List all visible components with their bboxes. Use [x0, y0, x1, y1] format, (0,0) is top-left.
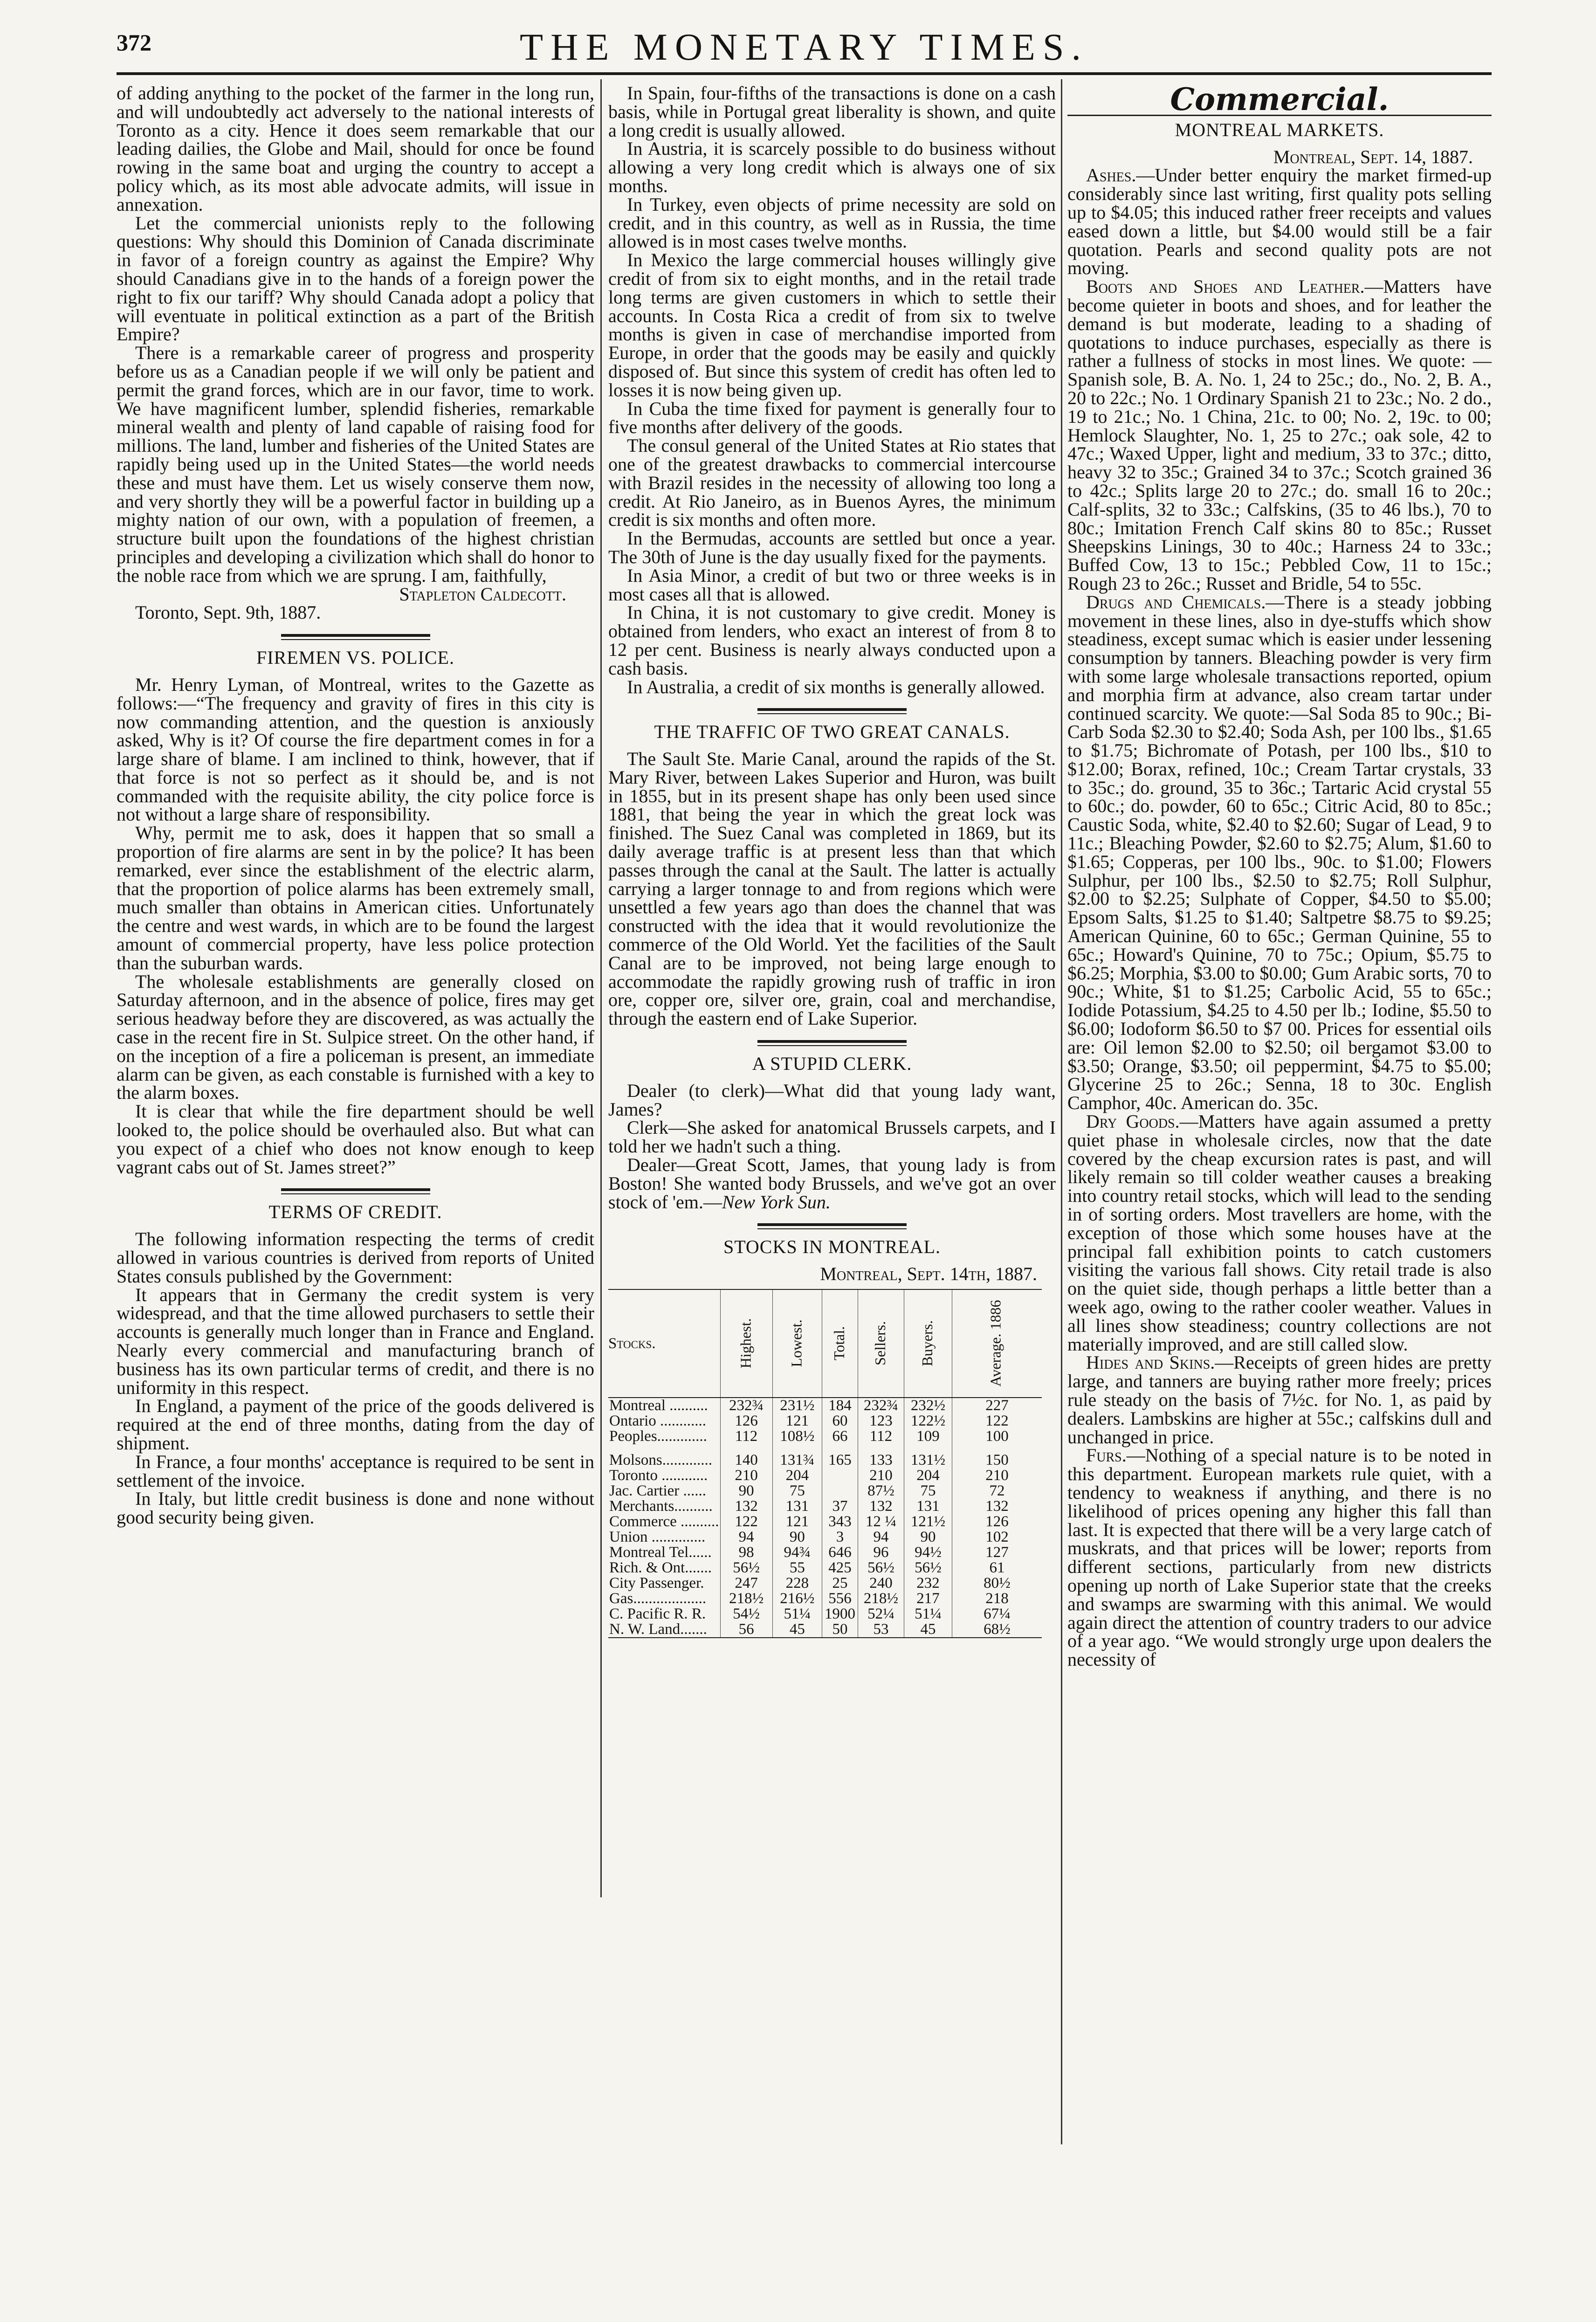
stock-value-cell: 80½ — [952, 1576, 1042, 1591]
column-2 — [608, 84, 1056, 1638]
stock-value-cell — [822, 1483, 858, 1499]
firemen-heading: FIREMEN VS. POLICE. — [256, 647, 454, 668]
stock-value-cell: 247 — [720, 1576, 772, 1591]
section-divider — [757, 1223, 907, 1229]
stocks-heading: STOCKS IN MONTREAL. — [723, 1236, 941, 1258]
stock-value-cell: 218½ — [720, 1591, 772, 1606]
market-sections — [1067, 166, 1492, 1669]
stock-value-cell: 123 — [858, 1413, 904, 1429]
terms-paragraph: In China, it is not customary to give credit. Money is obtained from lenders, who exact an interest of from 8 to 12 per cent. Business is nearly always conducted upon a cash basis. — [608, 602, 1056, 679]
markets-dateline: Montreal, Sept. 14, 1887. — [1273, 146, 1473, 167]
traffic-heading: THE TRAFFIC OF TWO GREAT CANALS. — [654, 721, 1010, 743]
stock-value-cell: 122 — [720, 1514, 772, 1530]
stocks-table-row — [608, 1606, 1042, 1622]
section-divider — [281, 634, 430, 640]
stock-value-cell: 227 — [952, 1398, 1042, 1413]
market-section-text: —Under better enquiry the market firmed-up considerably since last writing, first quality pots selling up to $4.05; this induced rather freer receipts and values eased down a little, but $4.00 would still be a fair quotation. Pearls and second quality pots are not moving. — [1067, 165, 1492, 279]
column-3 — [1067, 81, 1492, 1670]
stock-value-cell: 45 — [772, 1622, 822, 1638]
stock-value-cell: 122 — [952, 1413, 1042, 1429]
stock-value-cell: 94¾ — [772, 1545, 822, 1560]
stocks-dateline: Montreal, Sept. 14th, 1887. — [820, 1263, 1037, 1285]
stock-value-cell: 72 — [952, 1483, 1042, 1499]
stock-value-cell: 56½ — [904, 1560, 952, 1576]
terms-heading: TERMS OF CREDIT. — [268, 1201, 442, 1223]
market-section — [1067, 1112, 1492, 1353]
stock-name-cell: Gas................... — [609, 1590, 707, 1607]
stock-name-cell: Merchants.......... — [609, 1498, 713, 1515]
stock-value-cell: 66 — [822, 1429, 858, 1444]
stock-value-cell: 133 — [858, 1444, 904, 1468]
stock-value-cell: 60 — [822, 1413, 858, 1429]
stock-value-cell: 556 — [822, 1591, 858, 1606]
stock-value-cell: 240 — [858, 1576, 904, 1591]
stock-name-cell: Union .............. — [609, 1529, 706, 1546]
stock-value-cell: 232¾ — [720, 1398, 772, 1413]
terms-paragraph: In Cuba the time fixed for payment is generally four to five months after delivery of the goods. — [608, 398, 1056, 438]
stock-value-cell: 53 — [858, 1622, 904, 1638]
stock-value-cell: 425 — [822, 1560, 858, 1576]
stocks-table — [608, 1289, 1042, 1638]
commercial-heading: Commercial. — [1170, 81, 1389, 117]
firemen-paragraph: Mr. Henry Lyman, of Montreal, writes to the Gazette as follows:—“The frequency and gravity of fires in this city is now commanding attention, and the question is anxiously asked, Why is it? Of course the fire department comes in for a large share of blame. I am inclined to think, however, that if that force is not so perfect as it should be, and is not commanded with the requisite ability, the city police force is not without a large share of responsibility. — [117, 674, 594, 825]
stock-value-cell: 218½ — [858, 1591, 904, 1606]
market-section-text: —Matters have again assumed a pretty quiet phase in wholesale circles, now that the date covered by the cheap excursion rates is past, and will likely remain so till colder weather causes a breaking into country retail stocks, which will lead to the sending in of sorting orders. Most travellers are home, with the exception of those which some houses have at the principal fall exhibition points to catch customers visiting the various fall shows. City retail trade is also on the quiet side, though perhaps a little better than a week ago, owing to the rather cooler weather. Values in all lines show steadiness; country collections are not materially improved, and are still called slow. — [1067, 1111, 1492, 1355]
stock-value-cell: 126 — [720, 1413, 772, 1429]
letter-paragraph: of adding anything to the pocket of the farmer in the long run, and will undoubtedly act adversely to the national interests of Toronto as a city. Hence it does seem remarkable that our leading dailies, the Globe and Mail, should for once be found rowing in the same boat and urging the country to accept a policy which, as its most able advocate admits, will issue in annexation. — [117, 83, 594, 215]
stock-value-cell: 102 — [952, 1530, 1042, 1545]
stock-value-cell: 61 — [952, 1560, 1042, 1576]
stock-value-cell: 98 — [720, 1545, 772, 1560]
stock-value-cell: 232 — [904, 1576, 952, 1591]
stock-value-cell: 131 — [772, 1499, 822, 1514]
terms-paragraph: In Italy, but little credit business is done and none without good security being given. — [117, 1488, 594, 1528]
stock-name-cell: Peoples............. — [609, 1428, 707, 1445]
stock-value-cell: 218 — [952, 1591, 1042, 1606]
terms-paragraph: In England, a payment of the price of the goods delivered is required at the end of three months, dating from the day of shipment. — [117, 1395, 594, 1454]
stocks-table-row — [608, 1576, 1042, 1591]
stock-value-cell: 3 — [822, 1530, 858, 1545]
stock-value-cell: 140 — [720, 1444, 772, 1468]
stock-value-cell: 75 — [904, 1483, 952, 1499]
stock-value-cell: 122½ — [904, 1413, 952, 1429]
stock-value-cell: 108½ — [772, 1429, 822, 1444]
stock-name-cell: C. Pacific R. R. — [609, 1605, 706, 1623]
market-section — [1067, 166, 1492, 277]
terms-paragraph: In Asia Minor, a credit of but two or three weeks is in most cases all that is allowed. — [608, 565, 1056, 605]
stock-value-cell: 150 — [952, 1444, 1042, 1468]
stock-value-cell: 67¼ — [952, 1606, 1042, 1622]
stock-name-cell: Ontario ............ — [609, 1412, 707, 1430]
stock-value-cell: 68½ — [952, 1622, 1042, 1638]
stock-value-cell: 232¾ — [858, 1398, 904, 1413]
stock-value-cell: 75 — [772, 1483, 822, 1499]
stocks-column-header: Lowest. — [772, 1289, 822, 1398]
stock-value-cell: 228 — [772, 1576, 822, 1591]
stocks-table-row — [608, 1545, 1042, 1560]
stocks-column-header: Stocks. — [608, 1289, 720, 1398]
stocks-table-row — [608, 1483, 1042, 1499]
stocks-column-header: Highest. — [720, 1289, 772, 1398]
stock-value-cell: 131½ — [904, 1444, 952, 1468]
stock-value-cell: 94 — [720, 1530, 772, 1545]
stock-value-cell: 37 — [822, 1499, 858, 1514]
stock-value-cell: 25 — [822, 1576, 858, 1591]
stock-name-cell: Toronto ............ — [609, 1467, 708, 1484]
traffic-paragraph: The Sault Ste. Marie Canal, around the rapids of the St. Mary River, between Lakes Superior and Huron, was built in 1855, but in its present shape has only been used since 1881, that being the year in which the great lock was finished. The Suez Canal was completed in 1869, but its daily average traffic is at present less than that which passes through the canal at the Sault. The latter is actually carrying a larger tonnage to and from regions which were unsettled a few years ago than does the channel that was constructed with the idea that it would revolutionize the commerce of the Old World. Yet the facilities of the Sault Canal are to be improved, not being large enough to accommodate the rapidly growing rush of traffic in iron ore, copper ore, silver ore, grain, coal and merchandise, through the eastern end of Lake Superior. — [608, 748, 1056, 1029]
stupid-clerk-paragraph: Dealer (to clerk)—What did that young lady want, James? — [608, 1080, 1056, 1120]
stock-value-cell: 51¼ — [772, 1606, 822, 1622]
stock-value-cell: 131¾ — [772, 1444, 822, 1468]
terms-paragraph: The consul general of the United States at Rio states that one of the greatest drawbacks to commercial intercourse with Brazil resides in the necessity of allowing too long a credit. At Rio Janeiro, as in Buenos Ayres, the minimum credit is six months and often more. — [608, 435, 1056, 531]
letter-paragraph: There is a remarkable career of progress and prosperity before us as a Canadian people if we will only be patient and permit the grand forces, which are in our favor, time to work. We have magnificent lumber, splendid fisheries, remarkable mineral wealth and plenty of land capable of raising food for millions. The land, lumber and fisheries of the United States are rapidly being used up in the United States—the world needs these and must have them. Let us wisely conserve them now, and very shortly they will be a powerful factor in building up a mighty nation of our own, with a population of freemen, a structure built upon the foundations of the highest christian principles and developing a civilization which shall do honor to the noble race from which we are sprung. I am, faithfully, — [117, 342, 594, 586]
stock-name-cell: City Passenger. — [609, 1575, 704, 1592]
stock-value-cell: 87½ — [858, 1483, 904, 1499]
stock-value-cell: 343 — [822, 1514, 858, 1530]
stocks-table-row — [608, 1530, 1042, 1545]
stocks-table-row — [608, 1514, 1042, 1530]
stock-value-cell: 56½ — [720, 1560, 772, 1576]
stock-value-cell: 90 — [720, 1483, 772, 1499]
stock-value-cell: 96 — [858, 1545, 904, 1560]
firemen-paragraph: It is clear that while the fire department should be well looked to, the police should be overhauled also. But what can you expect of a chief who does not know enough to keep vagrant cabs out of St. James street?” — [117, 1101, 594, 1178]
stock-value-cell: 216½ — [772, 1591, 822, 1606]
stock-value-cell: 132 — [858, 1499, 904, 1514]
stock-value-cell: 204 — [904, 1468, 952, 1483]
stock-name-cell: Jac. Cartier ...... — [609, 1482, 707, 1500]
stock-value-cell: 217 — [904, 1591, 952, 1606]
header-rule — [117, 72, 1492, 75]
stock-value-cell: 210 — [858, 1468, 904, 1483]
stocks-table-row — [608, 1398, 1042, 1413]
stock-value-cell: 56 — [720, 1622, 772, 1638]
stock-value-cell: 210 — [720, 1468, 772, 1483]
stock-value-cell: 232½ — [904, 1398, 952, 1413]
stocks-table-row — [608, 1413, 1042, 1429]
stocks-column-header: Sellers. — [858, 1289, 904, 1398]
stock-value-cell: 121½ — [904, 1514, 952, 1530]
stocks-column-header: Buyers. — [904, 1289, 952, 1398]
letter-place-date: Toronto, Sept. 9th, 1887. — [135, 602, 321, 623]
column-divider-1 — [600, 79, 602, 1897]
terms-paragraph: The following information respecting the terms of credit allowed in various countries is derived from reports of United States consuls published by the Government: — [117, 1228, 594, 1287]
stock-value-cell: 90 — [904, 1530, 952, 1545]
stock-value-cell: 127 — [952, 1545, 1042, 1560]
market-section-head: Hides and Skins. — [1086, 1352, 1215, 1373]
terms-paragraph: In France, a four months' acceptance is required to be sent in settlement of the invoice. — [117, 1451, 594, 1491]
stock-value-cell: 165 — [822, 1444, 858, 1468]
market-section — [1067, 1353, 1492, 1446]
stupid-clerk-paragraph: Clerk—She asked for anatomical Brussels carpets, and I told her we hadn't such a thing. — [608, 1117, 1056, 1157]
terms-paragraph: In Mexico the large commercial houses willingly give credit of from six to eight months, and in the retail trade long terms are given customers in which to settle their accounts. In Costa Rica a credit of from six to twelve months is given in case of merchandise imported from Europe, in order that the goods may be easily and quickly disposed of. But since this system of credit has often led to losses it is now being given up. — [608, 249, 1056, 400]
market-section — [1067, 277, 1492, 593]
stock-value-cell: 55 — [772, 1560, 822, 1576]
stock-name-cell: N. W. Land....... — [608, 1622, 720, 1638]
market-section-text: —Nothing of a special nature is to be noted in this department. European markets rule quiet, with a tendency to weakness if anything, and there is no likelihood of prices opening any higher this fall than last. It is expected that there will be a very large catch of muskrats, and that prices will be lower; reports from different sections, particularly from new districts opening up north of Lake Superior state that the creeks and swamps are swarming with this animal. We would again direct the attention of country traders to our advice of a year ago. “We would strongly urge upon dealers the necessity of — [1067, 1445, 1492, 1670]
stock-name-cell: Commerce .......... — [609, 1513, 719, 1530]
stupid-clerk-source: New York Sun. — [722, 1191, 831, 1213]
terms-paragraph: In Spain, four-fifths of the transactions is done on a cash basis, while in Portugal great liberality is shown, and quite a long credit is usually allowed. — [608, 83, 1056, 141]
stocks-table-row — [608, 1560, 1042, 1576]
firemen-paragraph: Why, permit me to ask, does it happen that so small a proportion of fire alarms are sent in by the police? It has been remarked, ever since the establishment of the electric alarm, that the proportion of police alarms has been extremely small, much smaller than obtains in American cities. Unfortunately the centre and west wards, in which are to be found the largest amount of commercial property, have less police protection than the suburban wards. — [117, 822, 594, 973]
stupid-clerk-paragraph — [608, 1156, 1056, 1211]
stock-name-cell: Montreal Tel...... — [609, 1544, 712, 1561]
market-section — [1067, 593, 1492, 1112]
stock-value-cell: 52¼ — [858, 1606, 904, 1622]
letter-signature: Stapleton Caldecott. — [399, 583, 566, 605]
stock-value-cell: 94 — [858, 1530, 904, 1545]
market-section — [1067, 1446, 1492, 1669]
stupid-clerk-text: Dealer—Great Scott, James, that young lady is from Boston! She wanted body Brussels, and we've got an over stock of 'em.— — [608, 1154, 1056, 1213]
stock-name-cell: Rich. & Ont....... — [609, 1559, 712, 1577]
stocks-column-header: Average. 1886 — [952, 1289, 1042, 1398]
stock-value-cell: 132 — [720, 1499, 772, 1514]
terms-paragraph: It appears that in Germany the credit system is very widespread, and that the time allowed purchasers to settle their accounts is generally much longer than in France and England. Nearly every commercial and manufacturing branch of business has its own particular terms of credit, and there is no uniformity in this respect. — [117, 1284, 594, 1398]
stock-value-cell: 112 — [720, 1429, 772, 1444]
section-divider — [757, 708, 907, 714]
stock-value-cell: 50 — [822, 1622, 858, 1638]
terms-paragraph: In Austria, it is scarcely possible to do business without allowing a very long credit which is always one of six months. — [608, 138, 1056, 196]
masthead-title: THE MONETARY TIMES. — [520, 26, 1088, 68]
terms-paragraph: In Australia, a credit of six months is generally allowed. — [627, 676, 1045, 697]
market-section-text: —Receipts of green hides are pretty large, and tanners are buying rather more freely; prices rule steady on the basis of 7½c. for No. 1, as paid by dealers. Lambskins are higher at 55c.; calfskins dull and unchanged in price. — [1067, 1352, 1492, 1447]
stupid-clerk-heading: A STUPID CLERK. — [752, 1053, 912, 1075]
market-section-head: Boots and Shoes and Leather. — [1086, 276, 1365, 297]
stock-value-cell: 90 — [772, 1530, 822, 1545]
stock-value-cell: 100 — [952, 1429, 1042, 1444]
stock-value-cell: 210 — [952, 1468, 1042, 1483]
market-section-text: —Matters have become quieter in boots and shoes, and for leather the demand is but moderate, leading to a shading of quotations to induce purchases, especially as there is rather a fullness of stocks in most lines. We quote: —Spanish sole, B. A. No. 1, 24 to 25c.; do., No. 2, B. A., 20 to 22c.; No. 1 Ordinary Spanish 21 to 23c.; No. 2 do., 19 to 21c.; No. 1 China, 21c. to 00; No. 2, 19c. to 00; Hemlock Slaughter, No. 1, 25 to 27c.; oak sole, 42 to 47c.; Waxed Upper, light and medium, 33 to 37c.; ditto, heavy 32 to 35c.; Grained 34 to 37c.; Scotch grained 36 to 42c.; Splits large 20 to 27c.; do. small 16 to 20c.; Calf-splits, 32 to 33c.; Calfskins, (35 to 46 lbs.), 70 to 80c.; Imitation French Calf skins 80 to 85c.; Russet Sheepskins Linings, 30 to 40c.; Harness 24 to 33c.; Buffed Cow, 13 to 15c.; Pebbled Cow, 11 to 15c.; Rough 23 to 26c.; Russet and Bridle, 54 to 55c. — [1067, 276, 1492, 594]
stock-value-cell: 204 — [772, 1468, 822, 1483]
stock-value-cell: 54½ — [720, 1606, 772, 1622]
stock-value-cell: 184 — [822, 1398, 858, 1413]
stocks-table-row — [608, 1468, 1042, 1483]
section-divider — [757, 1040, 907, 1046]
market-section-head: Ashes. — [1086, 165, 1136, 186]
market-section-text: —There is a steady jobbing movement in these lines, also in dye-stuffs which show steadiness, except sumac which is easier under lessening consumption by tanners. Bleaching powder is very firm with some large wholesale transactions reported, opium and morphia firm at advance, also cream tartar under continued scarcity. We quote:—Sal Soda 85 to 90c.; Bi-Carb Soda $2.30 to $2.40; Soda Ash, per 100 lbs., $1.65 to $1.75; Bichromate of Potash, per 100 lbs., $10 to $12.00; Borax, refined, 10c.; Cream Tartar crystals, 33 to 35c.; do. ground, 35 to 36c.; Tartaric Acid crystal 55 to 60c.; do. powder, 60 to 65c.; Citric Acid, 80 to 85c.; Caustic Soda, white, $2.40 to $2.60; Sugar of Lead, 9 to 11c.; Bleaching Powder, $2.60 to $2.75; Alum, $1.60 to $1.65; Copperas, per 100 lbs., 90c. to $1.00; Flowers Sulphur, per 100 lbs., $2.50 to $2.75; Roll Sulphur, $2.00 to $2.25; Sulphate of Copper, $4.50 to $5.00; Epsom Salts, $1.25 to $1.40; Saltpetre $8.75 to $9.25; American Quinine, 60 to 65c.; German Quinine, 55 to 65c.; Howard's Quinine, 70 to 75c.; Opium, $5.75 to $6.25; Morphia, $3.00 to $0.00; Gum Arabic sorts, 70 to 90c.; White, $1 to $1.25; Carbolic Acid, 55 to 65c.; Iodide Potassium, $4.25 to 4.50 per lb.; Iodine, $5.50 to $6.00; Iodoform $6.50 to $7 00. Prices for essential oils are: Oil lemon $2.00 to $2.50; oil bergamot $3.00 to $3.50; Orange, $3.50; oil peppermint, $4.75 to $5.00; Glycerine 25 to 26c.; Senna, 18 to 30c. English Camphor, 40c. American do. 35c. — [1067, 591, 1492, 1114]
market-section-head: Dry Goods. — [1086, 1111, 1180, 1132]
stocks-table-row — [608, 1622, 1042, 1638]
stock-value-cell: 45 — [904, 1622, 952, 1638]
stock-value-cell: 646 — [822, 1545, 858, 1560]
stock-value-cell: 56½ — [858, 1560, 904, 1576]
stock-value-cell — [822, 1468, 858, 1483]
stock-value-cell: 1900 — [822, 1606, 858, 1622]
stock-value-cell: 109 — [904, 1429, 952, 1444]
market-section-head: Furs. — [1086, 1445, 1127, 1466]
column-1 — [117, 84, 594, 1527]
stock-name-cell: Molsons............. — [609, 1452, 712, 1469]
stock-value-cell: 12 ¼ — [858, 1514, 904, 1530]
stocks-table-row — [608, 1444, 1042, 1468]
stock-value-cell: 121 — [772, 1514, 822, 1530]
section-divider — [281, 1188, 430, 1194]
stock-value-cell: 131 — [904, 1499, 952, 1514]
stock-value-cell: 132 — [952, 1499, 1042, 1514]
stock-value-cell: 126 — [952, 1514, 1042, 1530]
page-header — [117, 19, 1492, 75]
stock-value-cell: 231½ — [772, 1398, 822, 1413]
page-number: 372 — [117, 29, 151, 55]
market-section-head: Drugs and Chemicals. — [1086, 591, 1266, 613]
column-divider-2 — [1061, 79, 1062, 2144]
stock-value-cell: 121 — [772, 1413, 822, 1429]
terms-paragraph: In Turkey, even objects of prime necessity are sold on credit, and in this country, as well as in Russia, the time allowed is in most cases twelve months. — [608, 193, 1056, 252]
stocks-table-row — [608, 1499, 1042, 1514]
montreal-markets-heading: MONTREAL MARKETS. — [1067, 115, 1492, 139]
terms-paragraph: In the Bermudas, accounts are settled but once a year. The 30th of June is the day usually fixed for the payments. — [608, 528, 1056, 567]
firemen-paragraph: The wholesale establishments are generally closed on Saturday afternoon, and in the absence of police, fires may get serious headway before they are discovered, as was actually the case in the recent fire in St. Sulpice street. On the other hand, if on the inception of a fire a policeman is present, an immediate alarm can be given, as each constable is furnished with a key to the alarm boxes. — [117, 971, 594, 1103]
stocks-header-row — [608, 1289, 1042, 1398]
stock-value-cell: 94½ — [904, 1545, 952, 1560]
stocks-column-header: Total. — [822, 1289, 858, 1398]
stocks-table-row — [608, 1591, 1042, 1606]
letter-paragraph: Let the commercial unionists reply to the following questions: Why should this Dominion of Canada discriminate in favor of a foreign country as against the Empire? Why should Canadians give in to the hands of a foreign power the right to fix our tariff? Why should Canada adopt a policy that will eventuate in political extinction as a part of the British Empire? — [117, 212, 594, 345]
stock-name-cell: Montreal .......... — [609, 1397, 708, 1414]
stock-value-cell: 51¼ — [904, 1606, 952, 1622]
stocks-table-row — [608, 1429, 1042, 1444]
stock-value-cell: 112 — [858, 1429, 904, 1444]
